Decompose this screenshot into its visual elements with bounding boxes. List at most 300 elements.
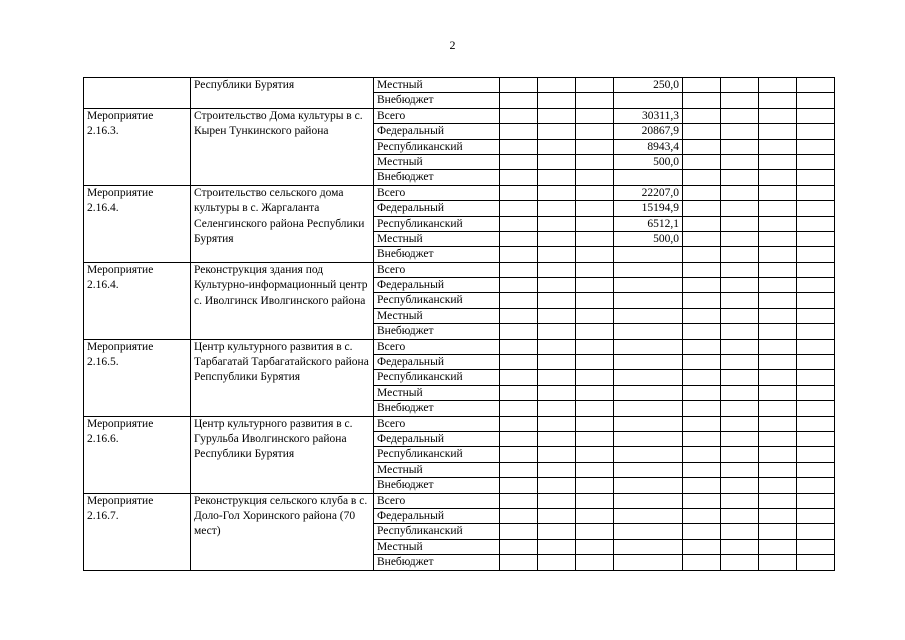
empty-cell — [576, 370, 614, 385]
empty-cell — [721, 508, 759, 523]
empty-cell — [721, 385, 759, 400]
amount-cell: 6512,1 — [614, 216, 683, 231]
empty-cell — [797, 401, 835, 416]
empty-cell — [759, 278, 797, 293]
empty-cell — [576, 185, 614, 200]
empty-cell — [500, 355, 538, 370]
empty-cell — [538, 462, 576, 477]
empty-cell — [538, 401, 576, 416]
empty-cell — [576, 416, 614, 431]
empty-cell — [721, 524, 759, 539]
empty-cell — [721, 355, 759, 370]
empty-cell — [721, 416, 759, 431]
empty-cell — [683, 508, 721, 523]
empty-cell — [759, 293, 797, 308]
empty-cell — [683, 201, 721, 216]
measure-cell — [84, 78, 191, 109]
empty-cell — [721, 78, 759, 93]
empty-cell — [797, 231, 835, 246]
empty-cell — [759, 385, 797, 400]
empty-cell — [683, 555, 721, 570]
empty-cell — [538, 339, 576, 354]
empty-cell — [500, 139, 538, 154]
measure-cell: Мероприятие 2.16.4. — [84, 262, 191, 339]
amount-cell — [614, 308, 683, 323]
empty-cell — [797, 201, 835, 216]
empty-cell — [759, 216, 797, 231]
amount-cell — [614, 170, 683, 185]
amount-cell — [614, 355, 683, 370]
empty-cell — [683, 401, 721, 416]
empty-cell — [538, 93, 576, 108]
empty-cell — [721, 278, 759, 293]
empty-cell — [797, 508, 835, 523]
empty-cell — [721, 154, 759, 169]
empty-cell — [538, 124, 576, 139]
funding-source-cell: Внебюджет — [374, 324, 500, 339]
empty-cell — [759, 478, 797, 493]
empty-cell — [538, 508, 576, 523]
funding-source-cell: Всего — [374, 493, 500, 508]
empty-cell — [500, 447, 538, 462]
description-cell: Реконструкция сельского клуба в с. Доло-Гол Хоринского района (70 мест) — [191, 493, 374, 570]
empty-cell — [538, 431, 576, 446]
empty-cell — [500, 401, 538, 416]
empty-cell — [721, 555, 759, 570]
measure-cell: Мероприятие 2.16.7. — [84, 493, 191, 570]
empty-cell — [500, 247, 538, 262]
empty-cell — [683, 78, 721, 93]
empty-cell — [538, 355, 576, 370]
empty-cell — [500, 216, 538, 231]
empty-cell — [576, 247, 614, 262]
empty-cell — [759, 185, 797, 200]
empty-cell — [759, 262, 797, 277]
table-row — [84, 108, 835, 123]
empty-cell — [538, 139, 576, 154]
funding-source-cell: Всего — [374, 108, 500, 123]
empty-cell — [500, 478, 538, 493]
empty-cell — [538, 278, 576, 293]
empty-cell — [721, 124, 759, 139]
empty-cell — [538, 416, 576, 431]
empty-cell — [500, 462, 538, 477]
funding-source-cell: Республиканский — [374, 139, 500, 154]
empty-cell — [797, 247, 835, 262]
empty-cell — [683, 293, 721, 308]
amount-cell — [614, 447, 683, 462]
empty-cell — [721, 262, 759, 277]
empty-cell — [797, 324, 835, 339]
empty-cell — [576, 478, 614, 493]
empty-cell — [538, 154, 576, 169]
empty-cell — [797, 493, 835, 508]
description-cell: Центр культурного развития в с. Тарбагатай Тарбагатайского района Репспублики Бурятия — [191, 339, 374, 416]
empty-cell — [500, 154, 538, 169]
funding-source-cell: Внебюджет — [374, 478, 500, 493]
amount-cell — [614, 247, 683, 262]
amount-cell: 20867,9 — [614, 124, 683, 139]
empty-cell — [538, 555, 576, 570]
amount-cell — [614, 431, 683, 446]
empty-cell — [797, 339, 835, 354]
amount-cell — [614, 508, 683, 523]
empty-cell — [721, 170, 759, 185]
empty-cell — [538, 247, 576, 262]
empty-cell — [797, 539, 835, 554]
empty-cell — [576, 385, 614, 400]
empty-cell — [721, 339, 759, 354]
amount-cell — [614, 539, 683, 554]
empty-cell — [500, 539, 538, 554]
amount-cell — [614, 385, 683, 400]
empty-cell — [759, 201, 797, 216]
empty-cell — [500, 185, 538, 200]
empty-cell — [683, 524, 721, 539]
amount-cell — [614, 478, 683, 493]
empty-cell — [500, 278, 538, 293]
funding-source-cell: Местный — [374, 154, 500, 169]
empty-cell — [500, 124, 538, 139]
empty-cell — [721, 539, 759, 554]
funding-source-cell: Республиканский — [374, 524, 500, 539]
empty-cell — [759, 108, 797, 123]
empty-cell — [759, 324, 797, 339]
empty-cell — [500, 339, 538, 354]
amount-cell — [614, 370, 683, 385]
empty-cell — [576, 555, 614, 570]
funding-source-cell: Федеральный — [374, 508, 500, 523]
empty-cell — [721, 247, 759, 262]
description-cell: Республики Бурятия — [191, 78, 374, 109]
amount-cell — [614, 293, 683, 308]
empty-cell — [576, 108, 614, 123]
empty-cell — [797, 278, 835, 293]
budget-table — [83, 77, 835, 571]
empty-cell — [759, 401, 797, 416]
empty-cell — [759, 124, 797, 139]
empty-cell — [683, 355, 721, 370]
empty-cell — [538, 216, 576, 231]
empty-cell — [759, 78, 797, 93]
measure-cell: Мероприятие 2.16.6. — [84, 416, 191, 493]
empty-cell — [797, 385, 835, 400]
funding-source-cell: Всего — [374, 262, 500, 277]
empty-cell — [576, 216, 614, 231]
empty-cell — [576, 524, 614, 539]
amount-cell — [614, 262, 683, 277]
empty-cell — [759, 93, 797, 108]
empty-cell — [759, 154, 797, 169]
empty-cell — [797, 78, 835, 93]
empty-cell — [797, 216, 835, 231]
amount-cell — [614, 278, 683, 293]
empty-cell — [500, 293, 538, 308]
empty-cell — [683, 416, 721, 431]
empty-cell — [538, 385, 576, 400]
empty-cell — [683, 478, 721, 493]
empty-cell — [683, 247, 721, 262]
amount-cell — [614, 493, 683, 508]
table-row — [84, 78, 835, 93]
empty-cell — [759, 539, 797, 554]
empty-cell — [576, 201, 614, 216]
funding-source-cell: Федеральный — [374, 278, 500, 293]
empty-cell — [576, 324, 614, 339]
empty-cell — [721, 401, 759, 416]
empty-cell — [721, 431, 759, 446]
empty-cell — [683, 108, 721, 123]
empty-cell — [721, 370, 759, 385]
empty-cell — [683, 139, 721, 154]
funding-source-cell: Федеральный — [374, 431, 500, 446]
empty-cell — [797, 170, 835, 185]
empty-cell — [538, 78, 576, 93]
empty-cell — [500, 324, 538, 339]
amount-cell: 250,0 — [614, 78, 683, 93]
amount-cell: 500,0 — [614, 231, 683, 246]
empty-cell — [721, 478, 759, 493]
amount-cell — [614, 401, 683, 416]
empty-cell — [576, 262, 614, 277]
empty-cell — [683, 278, 721, 293]
empty-cell — [500, 308, 538, 323]
empty-cell — [538, 370, 576, 385]
empty-cell — [759, 493, 797, 508]
funding-source-cell: Внебюджет — [374, 170, 500, 185]
amount-cell: 8943,4 — [614, 139, 683, 154]
description-cell: Строительство Дома культуры в с. Кырен Тункинского района — [191, 108, 374, 185]
empty-cell — [538, 447, 576, 462]
empty-cell — [683, 93, 721, 108]
empty-cell — [797, 124, 835, 139]
empty-cell — [759, 431, 797, 446]
description-cell: Реконструкция здания под Культурно-информационный центр с. Иволгинск Иволгинского района — [191, 262, 374, 339]
table-row — [84, 339, 835, 354]
amount-cell: 22207,0 — [614, 185, 683, 200]
empty-cell — [538, 293, 576, 308]
empty-cell — [683, 385, 721, 400]
empty-cell — [576, 278, 614, 293]
funding-source-cell: Местный — [374, 462, 500, 477]
empty-cell — [500, 416, 538, 431]
empty-cell — [721, 231, 759, 246]
empty-cell — [538, 524, 576, 539]
empty-cell — [759, 139, 797, 154]
empty-cell — [759, 462, 797, 477]
empty-cell — [538, 324, 576, 339]
empty-cell — [500, 231, 538, 246]
empty-cell — [797, 447, 835, 462]
empty-cell — [576, 139, 614, 154]
empty-cell — [576, 231, 614, 246]
empty-cell — [683, 185, 721, 200]
empty-cell — [683, 231, 721, 246]
funding-source-cell: Республиканский — [374, 447, 500, 462]
amount-cell — [614, 93, 683, 108]
empty-cell — [576, 355, 614, 370]
empty-cell — [500, 108, 538, 123]
funding-source-cell: Местный — [374, 385, 500, 400]
description-cell: Строительство сельского дома культуры в с. Жаргаланта Селенгинского района Республики Бурятия — [191, 185, 374, 262]
funding-source-cell: Внебюджет — [374, 401, 500, 416]
funding-source-cell: Местный — [374, 78, 500, 93]
funding-source-cell: Республиканский — [374, 216, 500, 231]
empty-cell — [576, 308, 614, 323]
empty-cell — [721, 185, 759, 200]
empty-cell — [683, 431, 721, 446]
empty-cell — [721, 108, 759, 123]
empty-cell — [683, 170, 721, 185]
empty-cell — [683, 308, 721, 323]
empty-cell — [721, 139, 759, 154]
empty-cell — [797, 308, 835, 323]
empty-cell — [683, 262, 721, 277]
empty-cell — [683, 493, 721, 508]
empty-cell — [721, 462, 759, 477]
empty-cell — [721, 293, 759, 308]
empty-cell — [721, 493, 759, 508]
empty-cell — [797, 154, 835, 169]
amount-cell: 15194,9 — [614, 201, 683, 216]
funding-source-cell: Местный — [374, 308, 500, 323]
empty-cell — [797, 416, 835, 431]
empty-cell — [759, 170, 797, 185]
empty-cell — [538, 478, 576, 493]
amount-cell — [614, 555, 683, 570]
empty-cell — [721, 447, 759, 462]
empty-cell — [797, 108, 835, 123]
empty-cell — [683, 124, 721, 139]
empty-cell — [721, 216, 759, 231]
empty-cell — [721, 201, 759, 216]
empty-cell — [576, 124, 614, 139]
empty-cell — [538, 493, 576, 508]
empty-cell — [576, 93, 614, 108]
amount-cell: 500,0 — [614, 154, 683, 169]
empty-cell — [797, 555, 835, 570]
table-row — [84, 416, 835, 431]
empty-cell — [538, 170, 576, 185]
empty-cell — [576, 293, 614, 308]
empty-cell — [759, 231, 797, 246]
empty-cell — [500, 93, 538, 108]
empty-cell — [500, 524, 538, 539]
funding-source-cell: Внебюджет — [374, 555, 500, 570]
amount-cell — [614, 416, 683, 431]
empty-cell — [759, 508, 797, 523]
empty-cell — [797, 139, 835, 154]
empty-cell — [500, 508, 538, 523]
empty-cell — [683, 539, 721, 554]
empty-cell — [797, 355, 835, 370]
empty-cell — [797, 185, 835, 200]
empty-cell — [721, 308, 759, 323]
empty-cell — [576, 539, 614, 554]
empty-cell — [500, 431, 538, 446]
measure-cell: Мероприятие 2.16.3. — [84, 108, 191, 185]
empty-cell — [576, 154, 614, 169]
description-cell: Центр культурного развития в с. Гурульба Иволгинского района Республики Бурятия — [191, 416, 374, 493]
table-row — [84, 185, 835, 200]
empty-cell — [500, 385, 538, 400]
empty-cell — [500, 201, 538, 216]
funding-source-cell: Федеральный — [374, 124, 500, 139]
empty-cell — [759, 416, 797, 431]
empty-cell — [500, 78, 538, 93]
funding-source-cell: Внебюджет — [374, 247, 500, 262]
page-number: 2 — [449, 38, 456, 52]
measure-cell: Мероприятие 2.16.4. — [84, 185, 191, 262]
empty-cell — [759, 370, 797, 385]
empty-cell — [683, 447, 721, 462]
empty-cell — [797, 524, 835, 539]
empty-cell — [500, 170, 538, 185]
funding-source-cell: Всего — [374, 185, 500, 200]
empty-cell — [576, 431, 614, 446]
empty-cell — [797, 478, 835, 493]
empty-cell — [576, 508, 614, 523]
empty-cell — [683, 339, 721, 354]
empty-cell — [500, 262, 538, 277]
empty-cell — [759, 308, 797, 323]
empty-cell — [759, 555, 797, 570]
amount-cell — [614, 339, 683, 354]
funding-source-cell: Федеральный — [374, 355, 500, 370]
funding-source-cell: Внебюджет — [374, 93, 500, 108]
funding-source-cell: Республиканский — [374, 370, 500, 385]
empty-cell — [576, 493, 614, 508]
funding-source-cell: Местный — [374, 539, 500, 554]
empty-cell — [797, 462, 835, 477]
empty-cell — [500, 493, 538, 508]
empty-cell — [576, 401, 614, 416]
funding-source-cell: Республиканский — [374, 293, 500, 308]
measure-cell: Мероприятие 2.16.5. — [84, 339, 191, 416]
empty-cell — [759, 247, 797, 262]
empty-cell — [538, 108, 576, 123]
amount-cell — [614, 324, 683, 339]
empty-cell — [797, 431, 835, 446]
empty-cell — [500, 370, 538, 385]
empty-cell — [759, 355, 797, 370]
empty-cell — [538, 201, 576, 216]
empty-cell — [538, 262, 576, 277]
empty-cell — [683, 324, 721, 339]
empty-cell — [683, 370, 721, 385]
empty-cell — [576, 462, 614, 477]
empty-cell — [538, 185, 576, 200]
amount-cell — [614, 462, 683, 477]
empty-cell — [576, 78, 614, 93]
empty-cell — [500, 555, 538, 570]
empty-cell — [797, 370, 835, 385]
empty-cell — [576, 447, 614, 462]
amount-cell — [614, 524, 683, 539]
amount-cell: 30311,3 — [614, 108, 683, 123]
empty-cell — [759, 339, 797, 354]
empty-cell — [797, 262, 835, 277]
empty-cell — [721, 324, 759, 339]
funding-source-cell: Всего — [374, 339, 500, 354]
empty-cell — [683, 154, 721, 169]
empty-cell — [797, 93, 835, 108]
funding-source-cell: Федеральный — [374, 201, 500, 216]
empty-cell — [759, 524, 797, 539]
empty-cell — [797, 293, 835, 308]
empty-cell — [683, 216, 721, 231]
empty-cell — [538, 539, 576, 554]
